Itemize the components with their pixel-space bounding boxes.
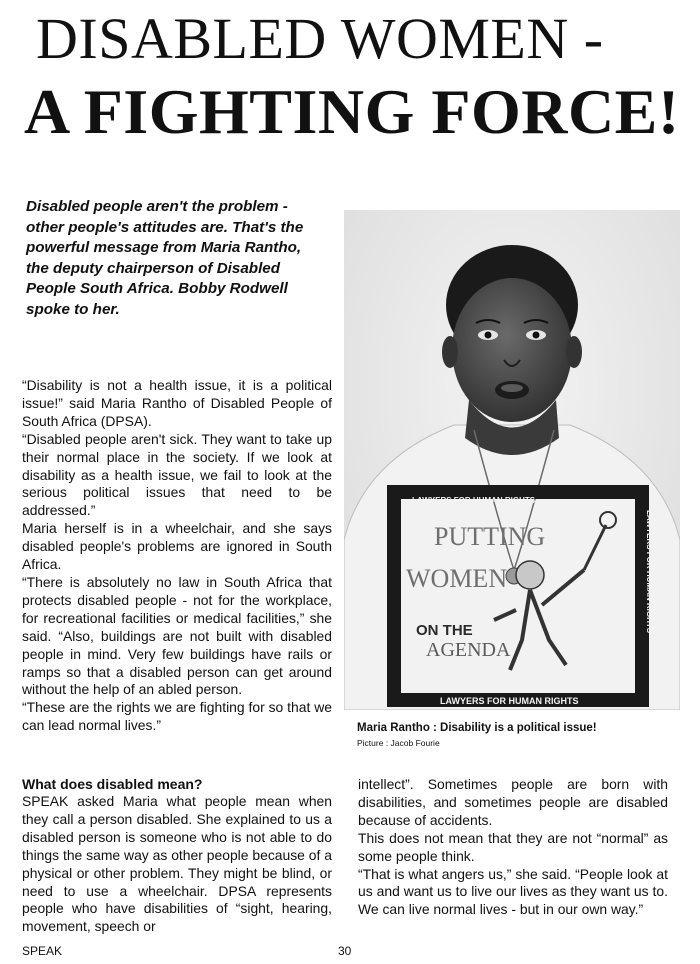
shirt-top-text: LAWYERS FOR HUMAN RIGHTS (412, 496, 536, 505)
intro-paragraph: Disabled people aren't the problem - other people's attitudes are. That's the powerful message from Maria Rantho, the deputy chairperson of Disabled People South Africa. Bobby Rodwell spoke to her. (26, 198, 304, 318)
body-paragraph: intellect”. Sometimes people are born with disabilities, and sometimes people are disabled because of accidents. (358, 776, 668, 828)
article-column-left (22, 377, 332, 735)
body-paragraph: SPEAK asked Maria what people mean when they call a person disabled. She explained to us a disabled person is someone who is not able to do things the same way as other people because of a physical or other problem. They might be blind, or need to use a wheelchair. DPSA represents people who have disabilities of “sight, hearing, movement, speech or (22, 793, 332, 935)
headline (24, 6, 684, 147)
shirt-slogan-line-2: WOMEN (406, 564, 508, 593)
caption-title: Maria Rantho : Disability is a political issue! (357, 722, 597, 734)
shirt-slogan-line-1: PUTTING (434, 522, 546, 551)
shirt-bottom-text: LAWYERS FOR HUMAN RIGHTS (440, 696, 579, 706)
body-paragraph: Maria herself is in a wheelchair, and she says disabled people's problems are ignored in South Africa. (22, 520, 332, 573)
shirt-slogan-line-4: AGENDA (426, 639, 511, 661)
body-paragraph: This does not mean that they are not “normal” as some people think. (358, 829, 668, 864)
section-heading: What does disabled mean? (22, 776, 203, 792)
body-paragraph: “Disabled people aren't sick. They want to take up their normal place in the society. If we look at disability as a health issue, we fail to look at the serious political issues that need to be addressed.” (22, 430, 332, 519)
portrait-photo (344, 210, 680, 710)
article-column-bottom-left (22, 776, 332, 936)
body-paragraph: “These are the rights we are fighting for so that we can lead normal lives.” (22, 699, 332, 734)
body-paragraph: “There is absolutely no law in South Africa that protects disabled people - not for the workplace, for recreational facilities or medical facilities,” she said. “Also, buildings are not built with disabled people in mind. Very few buildings have rails or ramps so that a disabled person can get around without the help of an abled person. (22, 573, 332, 698)
body-paragraph: “That is what angers us,” she said. “People look at us and want us to live our lives as they want us to. We can live normal lives - but in our own way.” (358, 865, 668, 918)
photo-caption (357, 722, 677, 748)
body-paragraph: “Disability is not a health issue, it is a political issue!” said Maria Rantho of Disabled People of South Africa (DPSA). (22, 377, 332, 429)
article-column-bottom-right (358, 776, 668, 919)
headline-line-2: A FIGHTING FORCE! (24, 76, 680, 147)
headline-line-1: DISABLED WOMEN - (36, 6, 604, 71)
shirt-side-text: LAWYERS FOR HUMAN RIGHTS (645, 510, 654, 634)
publication-name: SPEAK (22, 944, 63, 958)
page-number: 30 (338, 944, 352, 958)
shirt-slogan-line-3: ON THE (416, 622, 473, 639)
photo-credit: Picture : Jacob Fourie (357, 738, 440, 748)
